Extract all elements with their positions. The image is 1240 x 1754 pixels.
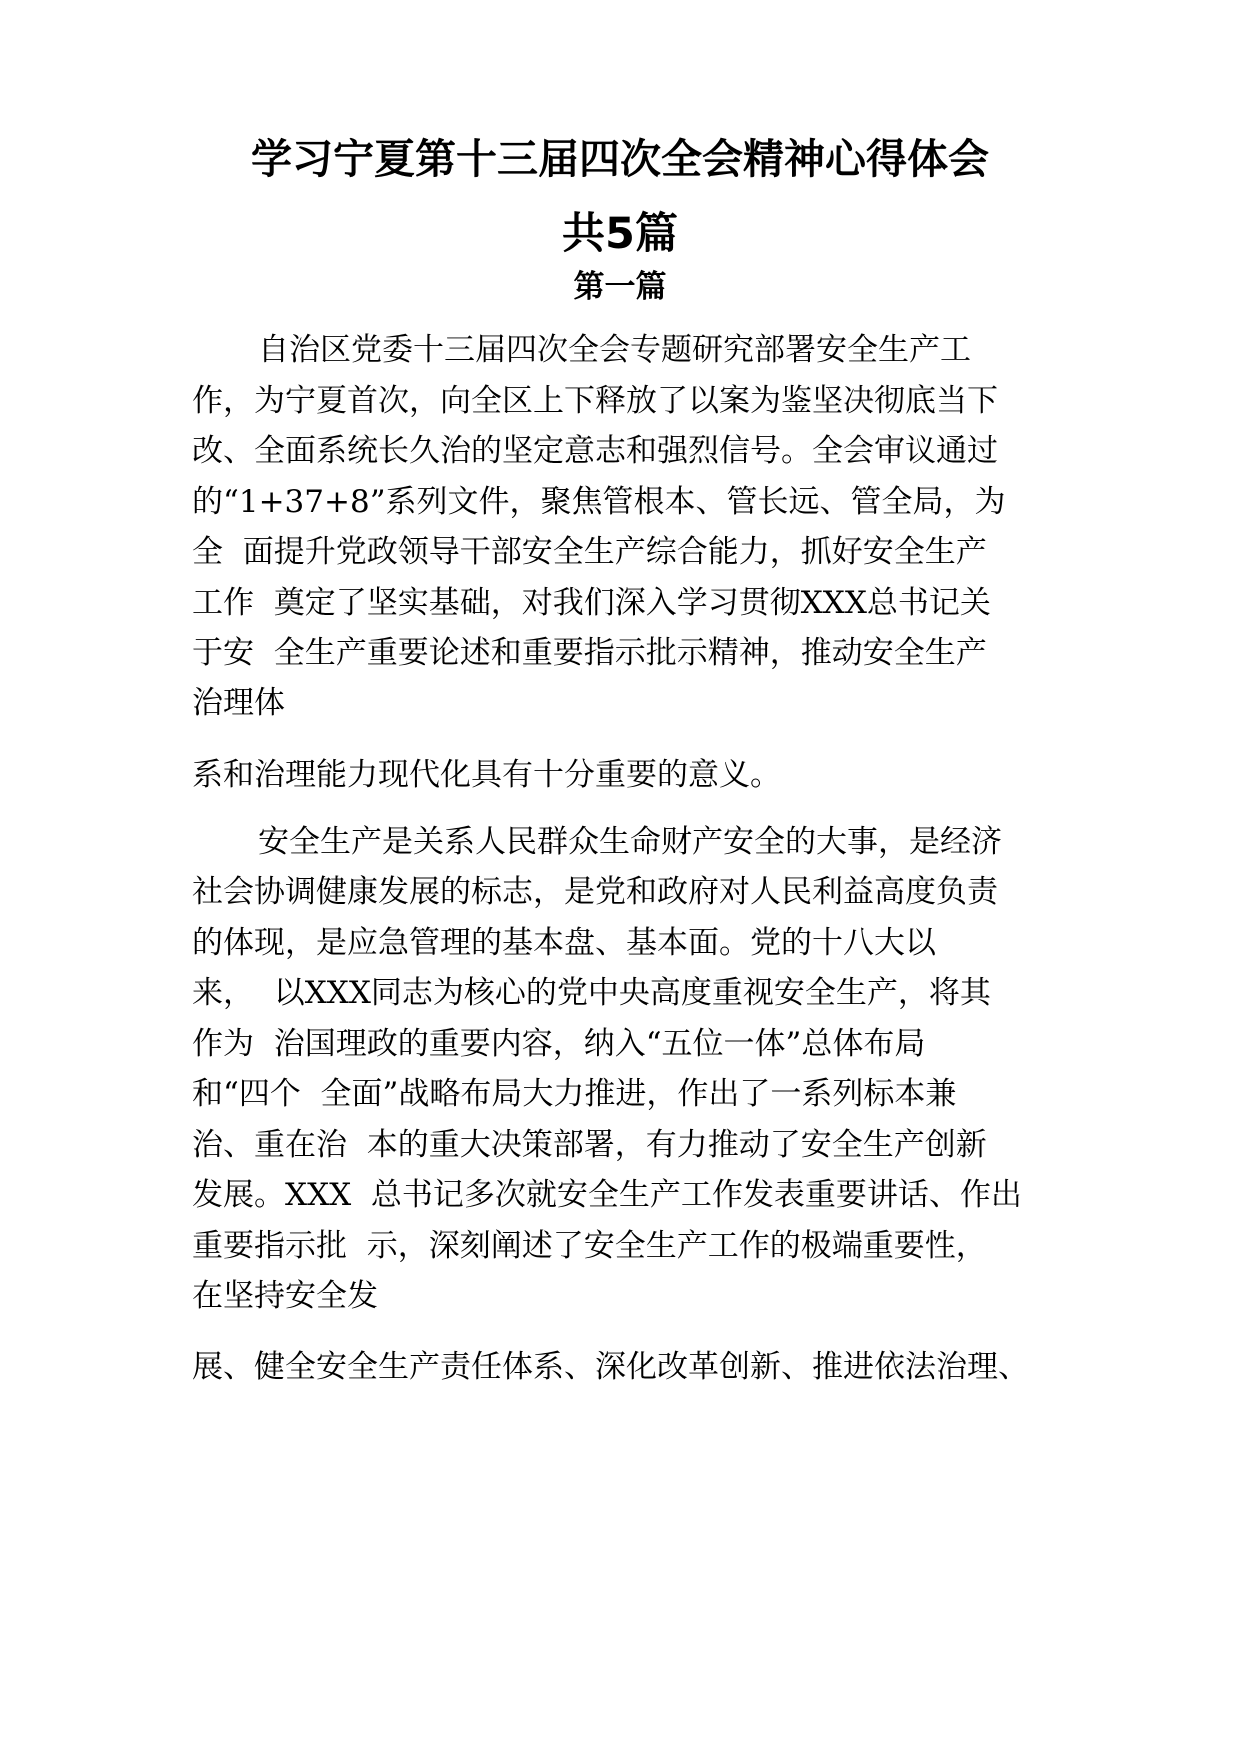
- paragraph-line: 工作 奠定了坚实基础，对我们深入学习贯彻XXX总书记关: [192, 585, 991, 621]
- paragraph-line: 发展。XXX 总书记多次就安全生产工作发表重要讲话、作出: [192, 1177, 1022, 1213]
- section-heading: 第一篇: [573, 269, 667, 305]
- document-title: 学习宁夏第十三届四次全会精神心得体会: [251, 135, 989, 183]
- paragraph-line: 作，为宁夏首次，向全区上下释放了以案为鉴坚决彻底当下: [192, 383, 998, 419]
- paragraph-line: 改、全面系统长久治的坚定意志和强烈信号。全会审议通过: [192, 433, 998, 469]
- paragraph-line: 作为 治国理政的重要内容，纳入“五位一体”总体布局: [192, 1026, 926, 1062]
- paragraph-line: 系和治理能力现代化具有十分重要的意义。: [192, 757, 781, 793]
- paragraph-line: 在坚持安全发: [192, 1278, 378, 1314]
- paragraph-line: 治、重在治 本的重大决策部署，有力推动了安全生产创新: [192, 1127, 987, 1163]
- paragraph-line: 重要指示批 示，深刻阐述了安全生产工作的极端重要性，: [192, 1228, 987, 1264]
- paragraph-line: 社会协调健康发展的标志，是党和政府对人民利益高度负责: [192, 874, 998, 910]
- paragraph-line: 来， 以XXX同志为核心的党中央高度重视安全生产，将其: [192, 975, 991, 1011]
- paragraph-line: 的“1+37+8”系列文件，聚焦管根本、管长远、管全局，为: [192, 484, 1006, 520]
- document-subtitle: 共5篇: [562, 209, 678, 259]
- paragraph-line: 的体现，是应急管理的基本盘、基本面。党的十八大以: [192, 925, 936, 961]
- paragraph-line: 自治区党委十三届四次全会专题研究部署安全生产工: [258, 332, 971, 368]
- paragraph-line: 安全生产是关系人民群众生命财产安全的大事，是经济: [258, 824, 1002, 860]
- paragraph-line: 全 面提升党政领导干部安全生产综合能力，抓好安全生产: [192, 534, 987, 570]
- paragraph-line: 和“四个 全面”战略布局大力推进，作出了一系列标本兼: [192, 1076, 957, 1112]
- paragraph-line: 于安 全生产重要论述和重要指示批示精神，推动安全生产: [192, 635, 987, 671]
- paragraph-line: 治理体: [192, 685, 285, 721]
- paragraph-line: 展、健全安全生产责任体系、深化改革创新、推进依法治理、: [192, 1349, 1029, 1385]
